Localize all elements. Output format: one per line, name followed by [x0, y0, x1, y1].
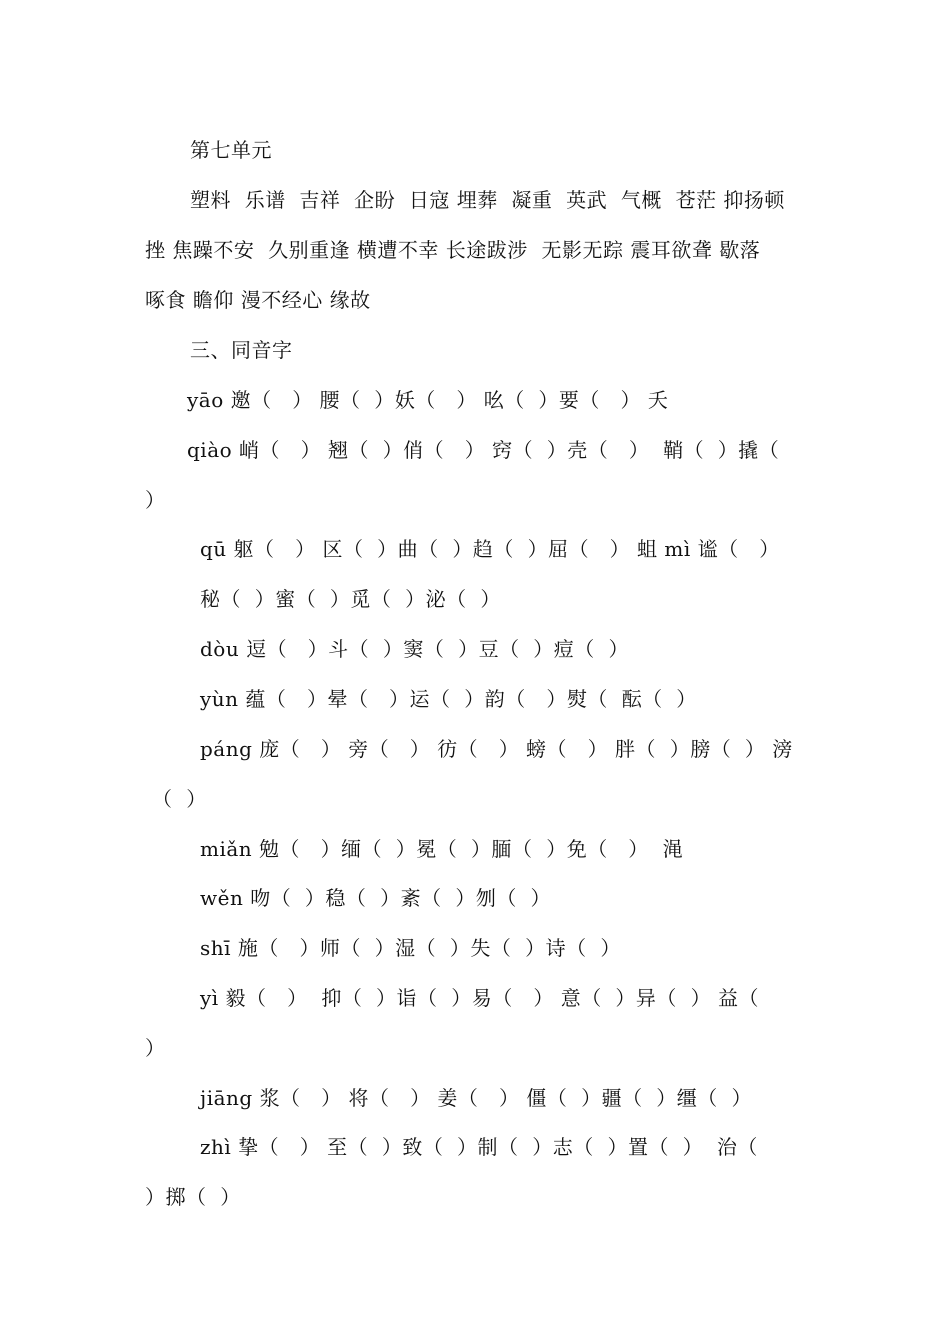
vocabulary-line-2: 挫 焦躁不安 久别重逢 横遭不幸 长途跋涉 无影无踪 震耳欲聋 歇落 [145, 238, 761, 262]
homophone-line: ） [145, 1036, 166, 1060]
homophone-line: dòu 逗（ ）斗（ ）窦（ ）豆（ ）痘（ ） [200, 637, 630, 661]
homophone-line: yāo 邀（ ） 腰（ ）妖（ ） 吆（ ）要（ ） 夭 [187, 388, 669, 412]
homophone-line: ） [145, 488, 166, 512]
homophone-line: jiāng 浆（ ） 将（ ） 姜（ ） 僵（ ）疆（ ）缰（ ） [200, 1086, 752, 1110]
homophone-line: （ ） [152, 787, 207, 811]
homophone-line: páng 庞（ ） 旁（ ） 彷（ ） 螃（ ） 胖（ ）膀（ ） 滂 [200, 737, 793, 761]
homophone-line: qū 躯（ ） 区（ ）曲（ ）趋（ ）屈（ ） 蛆 mì 谧（ ） [200, 537, 780, 561]
vocabulary-line-3: 啄食 瞻仰 漫不经心 缘故 [145, 288, 371, 312]
homophone-line: wěn 吻（ ）稳（ ）紊（ ）刎（ ） [200, 886, 552, 910]
vocabulary-line-1: 塑料 乐谱 吉祥 企盼 日寇 埋葬 凝重 英武 气概 苍茫 抑扬顿 [190, 188, 785, 212]
homophone-line: qiào 峭（ ） 翘（ ）俏（ ） 窍（ ）壳（ ） 鞘（ ）撬（ [187, 438, 780, 462]
homophone-line: zhì 挚（ ） 至（ ）致（ ）制（ ）志（ ）置（ ） 治（ [200, 1135, 758, 1159]
homophone-line: 秘（ ）蜜（ ）觅（ ）泌（ ） [200, 587, 501, 611]
section-heading: 三、同音字 [190, 338, 293, 362]
homophone-line: miǎn 勉（ ）缅（ ）冕（ ）腼（ ）免（ ） 渑 [200, 837, 684, 861]
unit-heading: 第七单元 [190, 138, 272, 162]
homophone-line: yùn 蕴（ ）晕（ ）运（ ）韵（ ）熨（ 酝（ ） [200, 687, 697, 711]
homophone-line: shī 施（ ）师（ ）湿（ ）失（ ）诗（ ） [200, 936, 621, 960]
homophone-line: yì 毅（ ） 抑（ ）诣（ ）易（ ） 意（ ）异（ ） 益（ [200, 986, 759, 1010]
homophone-line: ）掷（ ） [145, 1185, 241, 1209]
